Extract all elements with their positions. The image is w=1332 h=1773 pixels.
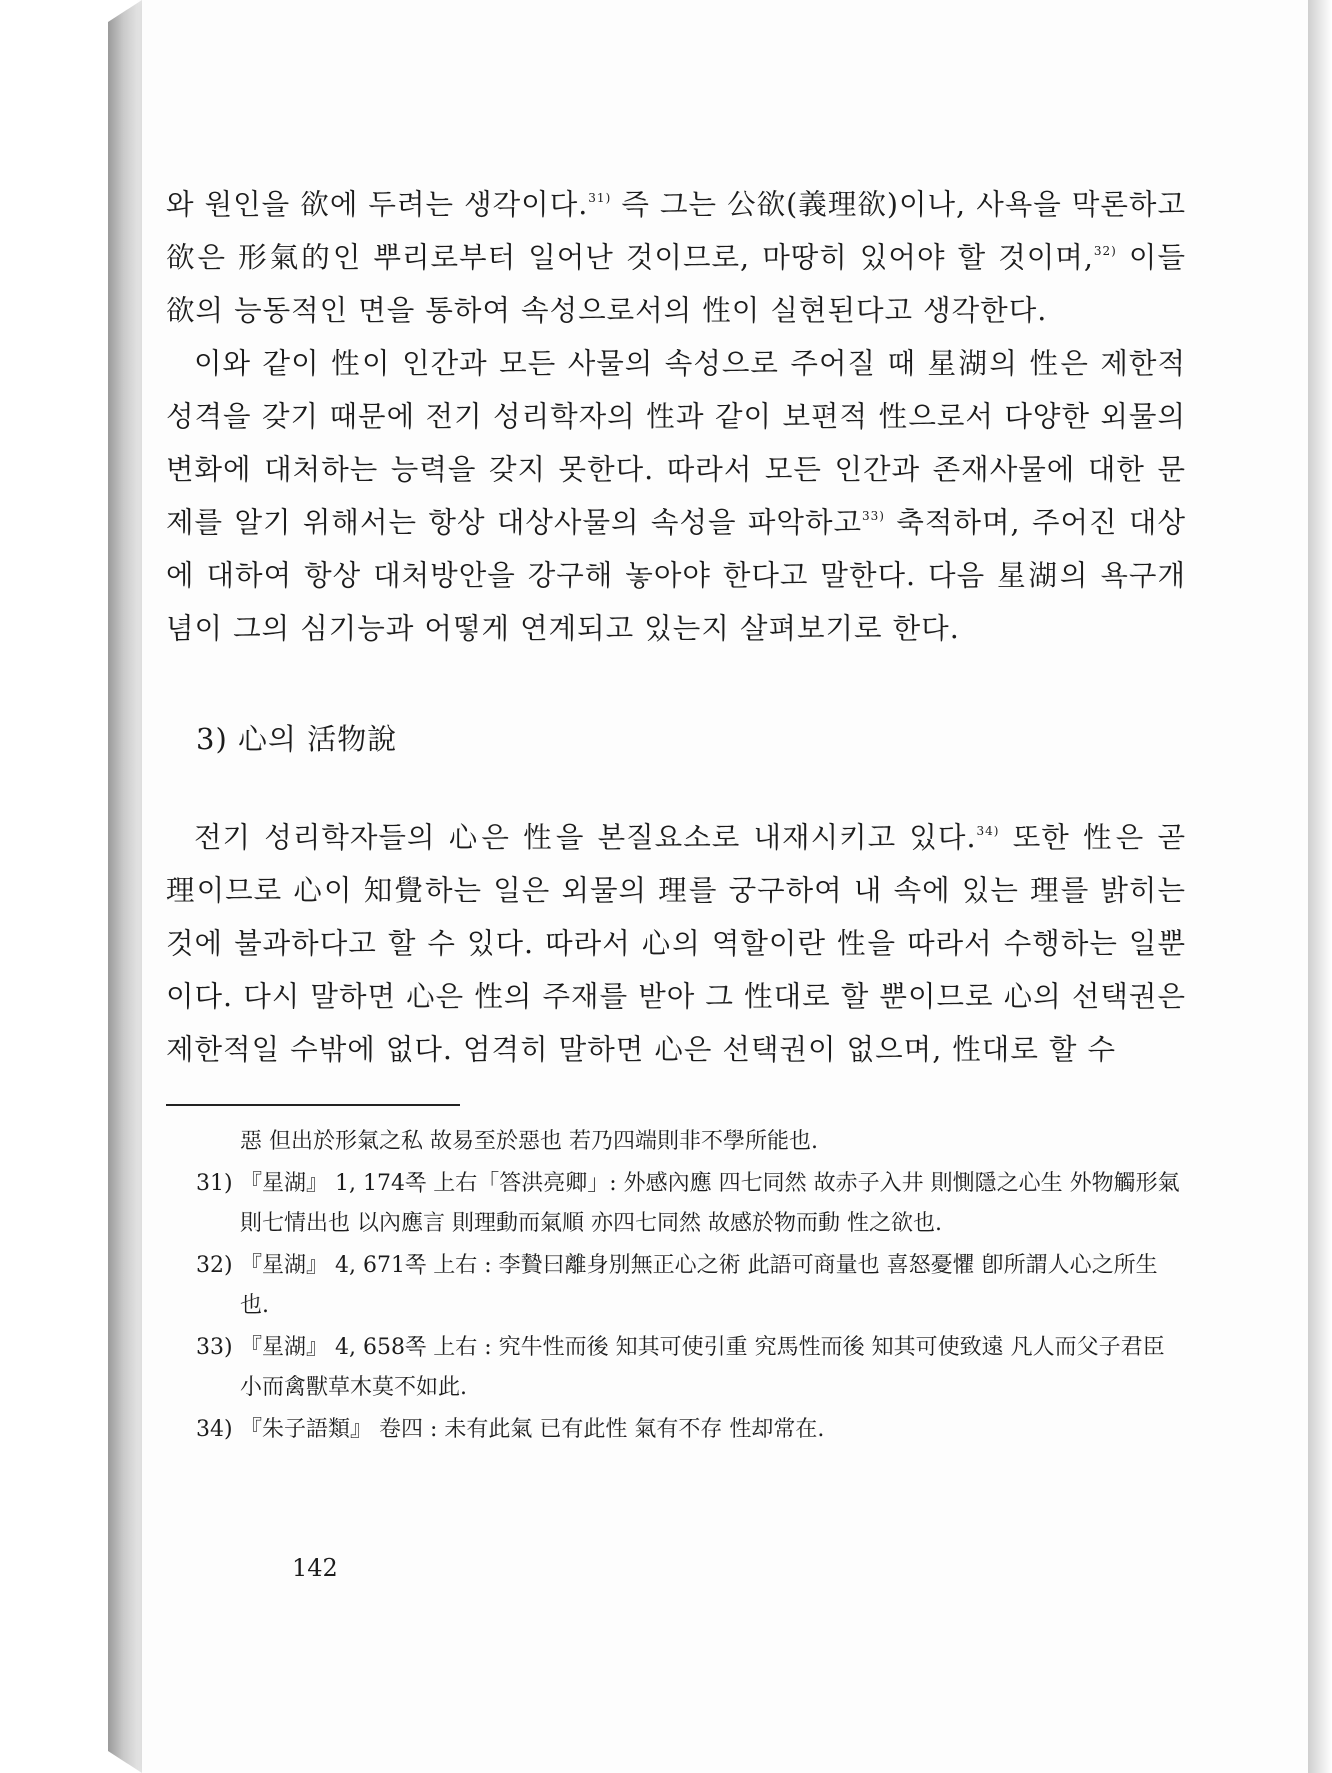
paragraph-1-text-c: 이들 欲의 능동적인 면을 통하여 속성으로서의 性이 실현된다고 생각한다. [166,241,1186,327]
body-paragraph-3 [166,811,1186,1076]
page-right-shadow [1308,0,1332,1773]
footnote-number: 32) [196,1253,233,1278]
footnote-ref-32[interactable]: 32) [1093,244,1117,258]
footnote-ref-34[interactable]: 34) [976,824,1000,838]
footnote-text: 『星湖』 1, 174쪽 上右「答洪亮卿」: 外感內應 四七同然 故赤子入井 則惻隱之心生 外物觸形氣 則七情出也 以內應言 則理動而氣順 亦四七同然 故感於物而動 性之欲也. [240,1171,1180,1236]
page-number: 142 [292,1554,338,1582]
section-heading: 3) 心의 活物說 [196,722,398,756]
body-paragraph-2 [166,337,1186,655]
footnote-31 [196,1164,1186,1244]
paragraph-3-text-a: 전기 성리학자들의 心은 性을 본질요소로 내재시키고 있다. [194,821,977,854]
footnote-ref-31[interactable]: 31) [588,191,612,205]
footnote-number: 34) [196,1417,233,1442]
footnote-32 [196,1246,1186,1326]
paragraph-3-text-b: 또한 性은 곧 理이므로 心이 知覺하는 일은 외물의 理를 궁구하여 내 속에 있는 理를 밝히는 것에 불과하다고 할 수 있다. 따라서 心의 역할이란 性을 따라서 수행하는 일뿐이다. 다시 말하면 心은 性의 주재를 받아 그 性대로 할 뿐이므로 心의 선택권은 제한적일 수밖에 없다. 엄격히 말하면 心은 선택권이 없으며, 性대로 할 수 [166,821,1186,1066]
footnote-33 [196,1328,1186,1408]
paragraph-2-text-a: 이와 같이 性이 인간과 모든 사물의 속성으로 주어질 때 星湖의 性은 제한적 성격을 갖기 때문에 전기 성리학자의 性과 같이 보편적 性으로서 다양한 외물의 변화에 대처하는 능력을 갖지 못한다. 따라서 모든 인간과 존재사물에 대한 문제를 알기 위해서는 항상 대상사물의 속성을 파악하고 [166,347,1186,539]
footnote-text: 『星湖』 4, 658쪽 上右 : 究牛性而後 知其可使引重 究馬性而後 知其可使致遠 凡人而父子君臣 小而禽獸草木莫不如此. [240,1335,1165,1400]
footnote-34 [196,1410,1186,1450]
footnote-number: 33) [196,1335,233,1360]
footnotes [166,1122,1186,1450]
footnote-continuation: 惡 但出於形氣之私 故易至於惡也 若乃四端則非不學所能也. [240,1129,818,1154]
footnote-ref-33[interactable]: 33) [862,509,885,523]
footnote-text: 『星湖』 4, 671쪽 上右 : 李贄曰離身別無正心之術 此語可商量也 喜怒憂懼 卽所謂人心之所生也. [240,1253,1158,1318]
footnote-number: 31) [196,1171,233,1196]
paragraph-2-text-b: 축적하며, 주어진 대상에 대하여 항상 대처방안을 강구해 놓아야 한다고 말한다. 다음 星湖의 욕구개념이 그의 심기능과 어떻게 연계되고 있는지 살펴보기로 한다. [166,506,1186,645]
body-paragraph-1 [166,178,1186,337]
page-content [166,178,1186,1452]
footnote-divider [166,1104,460,1106]
book-spine-edge [108,0,142,1773]
footnote-text: 『朱子語類』 卷四 : 未有此氣 已有此性 氣有不存 性却常在. [240,1417,825,1442]
paragraph-1-text-b: 즉 그는 公欲(義理欲)이나, 사욕을 막론하고 欲은 形氣的인 뿌리로부터 일어난 것이므로, 마땅히 있어야 할 것이며, [166,188,1186,274]
paragraph-1-text-a: 와 원인을 欲에 두려는 생각이다. [166,188,589,221]
